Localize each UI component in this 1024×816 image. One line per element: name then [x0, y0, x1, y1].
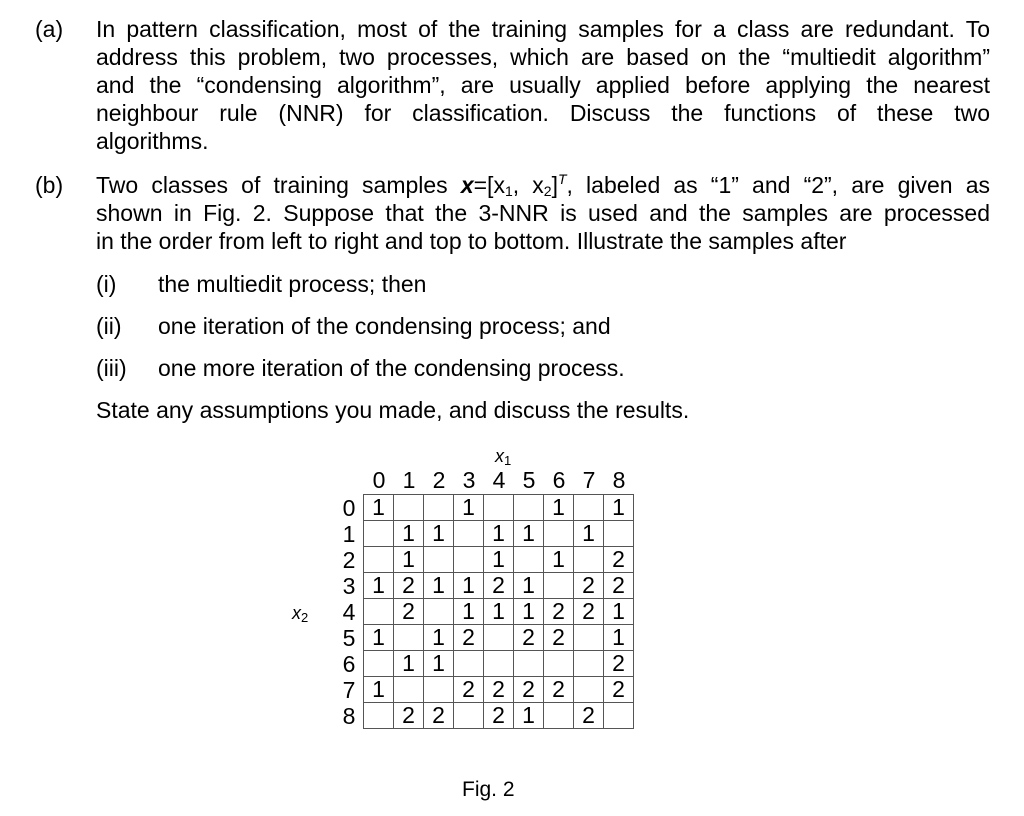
- grid-cell: [514, 651, 544, 677]
- grid-cell: 1: [574, 521, 604, 547]
- col-header: 0: [372, 467, 386, 493]
- subitem-i-text: the multiedit process; then: [158, 271, 427, 297]
- grid-cell: [484, 651, 514, 677]
- grid-cell: [544, 573, 574, 599]
- grid-cell: 1: [364, 625, 394, 651]
- grid-cell: [484, 625, 514, 651]
- subitem-iii-text: one more iteration of the condensing process.: [158, 355, 625, 381]
- closing-text: State any assumptions you made, and discuss the results.: [96, 397, 690, 423]
- grid-row: [364, 677, 634, 703]
- subitem-ii-text: one iteration of the condensing process; and: [158, 313, 611, 339]
- row-header: 8: [342, 703, 356, 729]
- grid-cell: [574, 547, 604, 573]
- grid-cell: 2: [544, 625, 574, 651]
- transpose-sup: T: [557, 171, 567, 187]
- grid-row: [364, 573, 634, 599]
- part-a-line-1: In pattern classification, most of the training samples for a class are redundant. To: [96, 16, 990, 42]
- grid-cell: 2: [604, 651, 634, 677]
- grid-cell: 1: [424, 651, 454, 677]
- grid-cell: 2: [424, 703, 454, 729]
- figure-caption: Fig. 2: [462, 778, 515, 801]
- part-b-mid: , x: [512, 172, 544, 198]
- grid-row: [364, 521, 634, 547]
- row-header: 7: [342, 677, 356, 703]
- part-b-line-3: in the order from left to right and top to bottom. Illustrate the samples after: [96, 228, 847, 254]
- grid-cell: 1: [604, 625, 634, 651]
- grid-cell: [514, 495, 544, 521]
- x1-letter: x: [495, 446, 504, 466]
- subitem-iii-num: (iii): [96, 355, 127, 381]
- grid-cell: [454, 651, 484, 677]
- col-header: 1: [402, 467, 416, 493]
- x2-sub: 2: [301, 610, 309, 625]
- grid-cell: [604, 521, 634, 547]
- part-b-text: [96, 171, 990, 255]
- row-header: 5: [342, 625, 356, 651]
- grid-cell: [484, 495, 514, 521]
- vector-x: x: [460, 172, 474, 198]
- row-header: 1: [342, 521, 356, 547]
- part-b-line-1: [96, 171, 990, 199]
- col-header: 5: [522, 467, 536, 493]
- grid-cell: 2: [454, 677, 484, 703]
- grid-cell: 1: [514, 521, 544, 547]
- part-a-line-2: address this problem, two processes, which are based on the “multiedit algorithm”: [96, 44, 990, 70]
- grid-cell: [574, 677, 604, 703]
- grid-cell: 1: [454, 495, 484, 521]
- grid-cell: 1: [454, 573, 484, 599]
- part-a-line-4: neighbour rule (NNR) for classification. Discuss the functions of these two: [96, 100, 990, 126]
- col-header: 7: [582, 467, 596, 493]
- sub-2: 2: [543, 183, 552, 199]
- part-b-eq: =[x: [473, 172, 505, 198]
- grid-cell: 2: [484, 677, 514, 703]
- grid-row: [364, 547, 634, 573]
- grid-cell: 1: [604, 495, 634, 521]
- sample-grid: [363, 494, 634, 729]
- grid-cell: 1: [604, 599, 634, 625]
- grid-row: [364, 495, 634, 521]
- part-b-line-2: shown in Fig. 2. Suppose that the 3-NNR is used and the samples are processed: [96, 200, 990, 226]
- part-a-line-5: algorithms.: [96, 128, 209, 154]
- col-header: 3: [462, 467, 476, 493]
- grid-cell: 1: [514, 703, 544, 729]
- part-b-label: (b): [35, 172, 64, 198]
- grid-cell: 1: [364, 573, 394, 599]
- grid-cell: [454, 547, 484, 573]
- grid-cell: [364, 547, 394, 573]
- grid-cell: 1: [544, 495, 574, 521]
- grid-cell: 1: [484, 521, 514, 547]
- grid-cell: 1: [394, 547, 424, 573]
- grid-cell: [574, 495, 604, 521]
- grid-cell: 1: [394, 521, 424, 547]
- grid-cell: [424, 547, 454, 573]
- grid-cell: 2: [394, 599, 424, 625]
- grid-cell: [574, 651, 604, 677]
- grid-cell: [424, 495, 454, 521]
- part-a-text: [96, 15, 990, 155]
- grid-cell: 1: [484, 599, 514, 625]
- grid-cell: 2: [394, 573, 424, 599]
- part-b-line-1-post: , labeled as “1” and “2”, are given as: [566, 172, 990, 198]
- grid-cell: [454, 521, 484, 547]
- grid-cell: 1: [424, 521, 454, 547]
- grid-cell: 1: [364, 495, 394, 521]
- grid-cell: [544, 521, 574, 547]
- grid-row: [364, 651, 634, 677]
- grid-row: [364, 625, 634, 651]
- grid-cell: 2: [394, 703, 424, 729]
- part-a-line-3: and the “condensing algorithm”, are usually applied before applying the nearest: [96, 72, 990, 98]
- x2-axis-label: [292, 599, 308, 627]
- grid-cell: 2: [544, 677, 574, 703]
- grid-cell: [544, 703, 574, 729]
- grid-row: [364, 599, 634, 625]
- grid-cell: 2: [574, 573, 604, 599]
- grid-cell: 2: [574, 599, 604, 625]
- grid-cell: 1: [424, 573, 454, 599]
- grid-cell: [514, 547, 544, 573]
- subitem-ii-num: (ii): [96, 313, 122, 339]
- x1-sub: 1: [504, 453, 512, 468]
- row-header: 6: [342, 651, 356, 677]
- grid-cell: 2: [604, 547, 634, 573]
- grid-cell: 2: [454, 625, 484, 651]
- grid-cell: 1: [544, 547, 574, 573]
- grid-cell: [394, 625, 424, 651]
- grid-cell: [364, 651, 394, 677]
- grid-cell: [544, 651, 574, 677]
- col-header: 8: [612, 467, 626, 493]
- col-header: 4: [492, 467, 506, 493]
- row-header: 2: [342, 547, 356, 573]
- grid-cell: 1: [454, 599, 484, 625]
- grid-row: [364, 703, 634, 729]
- grid-cell: 1: [514, 573, 544, 599]
- grid-cell: 2: [514, 625, 544, 651]
- grid-cell: 1: [394, 651, 424, 677]
- grid-cell: 2: [604, 573, 634, 599]
- grid-cell: [364, 521, 394, 547]
- grid-cell: 2: [484, 703, 514, 729]
- grid-cell: 2: [544, 599, 574, 625]
- grid-cell: 1: [364, 677, 394, 703]
- grid-cell: [394, 677, 424, 703]
- grid-cell: 2: [574, 703, 604, 729]
- row-header: 3: [342, 573, 356, 599]
- part-a-label: (a): [35, 16, 64, 42]
- subitem-i-num: (i): [96, 271, 117, 297]
- grid-cell: 2: [604, 677, 634, 703]
- grid-cell: [454, 703, 484, 729]
- col-header: 6: [552, 467, 566, 493]
- row-header: 4: [342, 599, 356, 625]
- grid-cell: [604, 703, 634, 729]
- col-header: 2: [432, 467, 446, 493]
- sub-1: 1: [504, 183, 513, 199]
- grid-cell: [364, 599, 394, 625]
- grid-cell: [574, 625, 604, 651]
- grid-cell: 1: [484, 547, 514, 573]
- grid-cell: 2: [484, 573, 514, 599]
- part-b-line-1-pre: Two classes of training samples: [96, 172, 461, 198]
- part-b-close: ]: [551, 172, 558, 198]
- grid-cell: 2: [514, 677, 544, 703]
- grid-cell: [394, 495, 424, 521]
- row-header: 0: [342, 495, 356, 521]
- grid-cell: 1: [424, 625, 454, 651]
- x2-letter: x: [292, 603, 301, 623]
- grid-cell: 1: [514, 599, 544, 625]
- grid-cell: [364, 703, 394, 729]
- grid-cell: [424, 599, 454, 625]
- grid-cell: [424, 677, 454, 703]
